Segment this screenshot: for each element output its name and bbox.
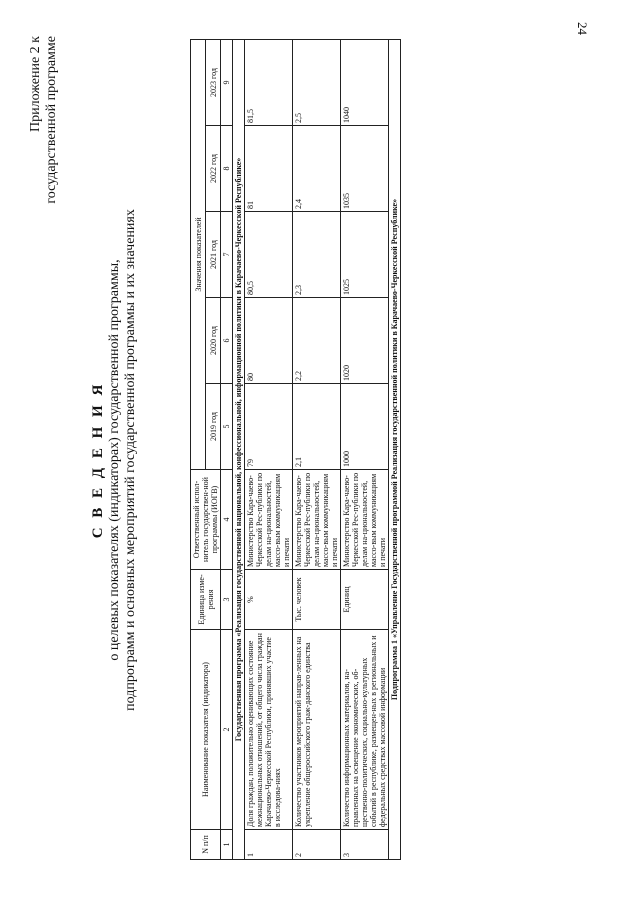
col-number: 6	[221, 298, 233, 384]
table-row	[293, 39, 341, 859]
row-value: 1000	[341, 384, 389, 470]
header-year: 2023 год	[206, 39, 221, 125]
header-year: 2019 год	[206, 384, 221, 470]
header-responsible: Ответственный испол-нитель государствен-ной программы (ИОГВ)	[191, 470, 221, 570]
col-number: 9	[221, 39, 233, 125]
row-value: 1020	[341, 298, 389, 384]
annex-header	[28, 36, 60, 204]
row-num: 3	[341, 830, 389, 860]
subprogram-row: Подпрограмма 1 «Управление Государственной программой Реализация государственной политики в Карачаево-Черкесской Республике»	[389, 39, 401, 859]
row-value: 2,2	[293, 298, 341, 384]
row-responsible: Министерство Кара-чаево-Черкесской Рес-публики по делам на-циональностей, массо-вым коммуникациям и печати	[293, 470, 341, 570]
row-value: 2,3	[293, 212, 341, 298]
row-unit: Единиц	[341, 570, 389, 630]
header-values-group: Значения показателей	[191, 39, 206, 469]
title-line-2: подпрограмм и основных мероприятий государственной программы и их значениях	[123, 209, 138, 711]
header-year: 2020 год	[206, 298, 221, 384]
row-name: Количество информационных материалов, на-правленных на освещение экономических, об-щественно-политических, социально-культурных событий в республике, размещен-ных в региональных и федеральных средствах массовой информации	[341, 630, 389, 830]
row-unit: Тыс. человек	[293, 570, 341, 630]
page-number: 24	[575, 22, 590, 35]
row-value: 2,5	[293, 39, 341, 125]
col-number: 5	[221, 384, 233, 470]
table-row	[341, 39, 389, 859]
row-value: 1040	[341, 39, 389, 125]
header-year: 2021 год	[206, 212, 221, 298]
col-number: 3	[221, 570, 233, 630]
col-number: 2	[221, 630, 233, 830]
row-value: 81,5	[245, 39, 293, 125]
annex-line-2: государственной программе	[44, 36, 59, 204]
table-row	[245, 39, 293, 859]
title-main: С В Е Д Е Н И Я	[90, 381, 106, 539]
annex-line-1: Приложение 2 к	[28, 36, 43, 132]
col-number: 4	[221, 470, 233, 570]
col-number: 7	[221, 212, 233, 298]
row-responsible: Министерство Кара-чаево-Черкесской Рес-публики по делам на-циональностей, массо-вым коммуникациям и печати	[341, 470, 389, 570]
row-value: 81	[245, 126, 293, 212]
row-value: 80	[245, 298, 293, 384]
indicators-table	[190, 39, 401, 860]
col-number: 1	[221, 830, 233, 860]
row-responsible: Министерство Кара-чаево-Черкесской Рес-публики по делам на-циональностей, массо-вым коммуникациям и печати	[245, 470, 293, 570]
document-title	[90, 30, 139, 890]
row-value: 79	[245, 384, 293, 470]
row-value: 2,1	[293, 384, 341, 470]
rotated-page	[20, 30, 620, 890]
program-row: Государственная программа «Реализация государственной национальной, конфессиональной, информационной политики в Карачаево-Черкесской Республике»	[233, 39, 245, 859]
title-line-1: о целевых показателях (индикаторах) государственной программы,	[107, 259, 122, 661]
row-value: 80,5	[245, 212, 293, 298]
row-num: 2	[293, 830, 341, 860]
col-number: 8	[221, 126, 233, 212]
row-name: Доля граждан, положительно оценивающих состояние межнациональных отношений, от общего числа граждан Карачаево-Черкесской Республики, принявших участие в исследова-ниях	[245, 630, 293, 830]
row-value: 1035	[341, 126, 389, 212]
row-unit: %	[245, 570, 293, 630]
header-name: Наименование показателя (индикатора)	[191, 630, 221, 830]
row-num: 1	[245, 830, 293, 860]
column-number-row	[221, 39, 233, 859]
row-value: 1025	[341, 212, 389, 298]
header-num: N п/п	[191, 830, 221, 860]
header-year: 2022 год	[206, 126, 221, 212]
row-value: 2,4	[293, 126, 341, 212]
header-unit: Единица изме-рения	[191, 570, 221, 630]
row-name: Количество участников мероприятий направ-ленных на укрепление общероссийского граж-данского единства	[293, 630, 341, 830]
